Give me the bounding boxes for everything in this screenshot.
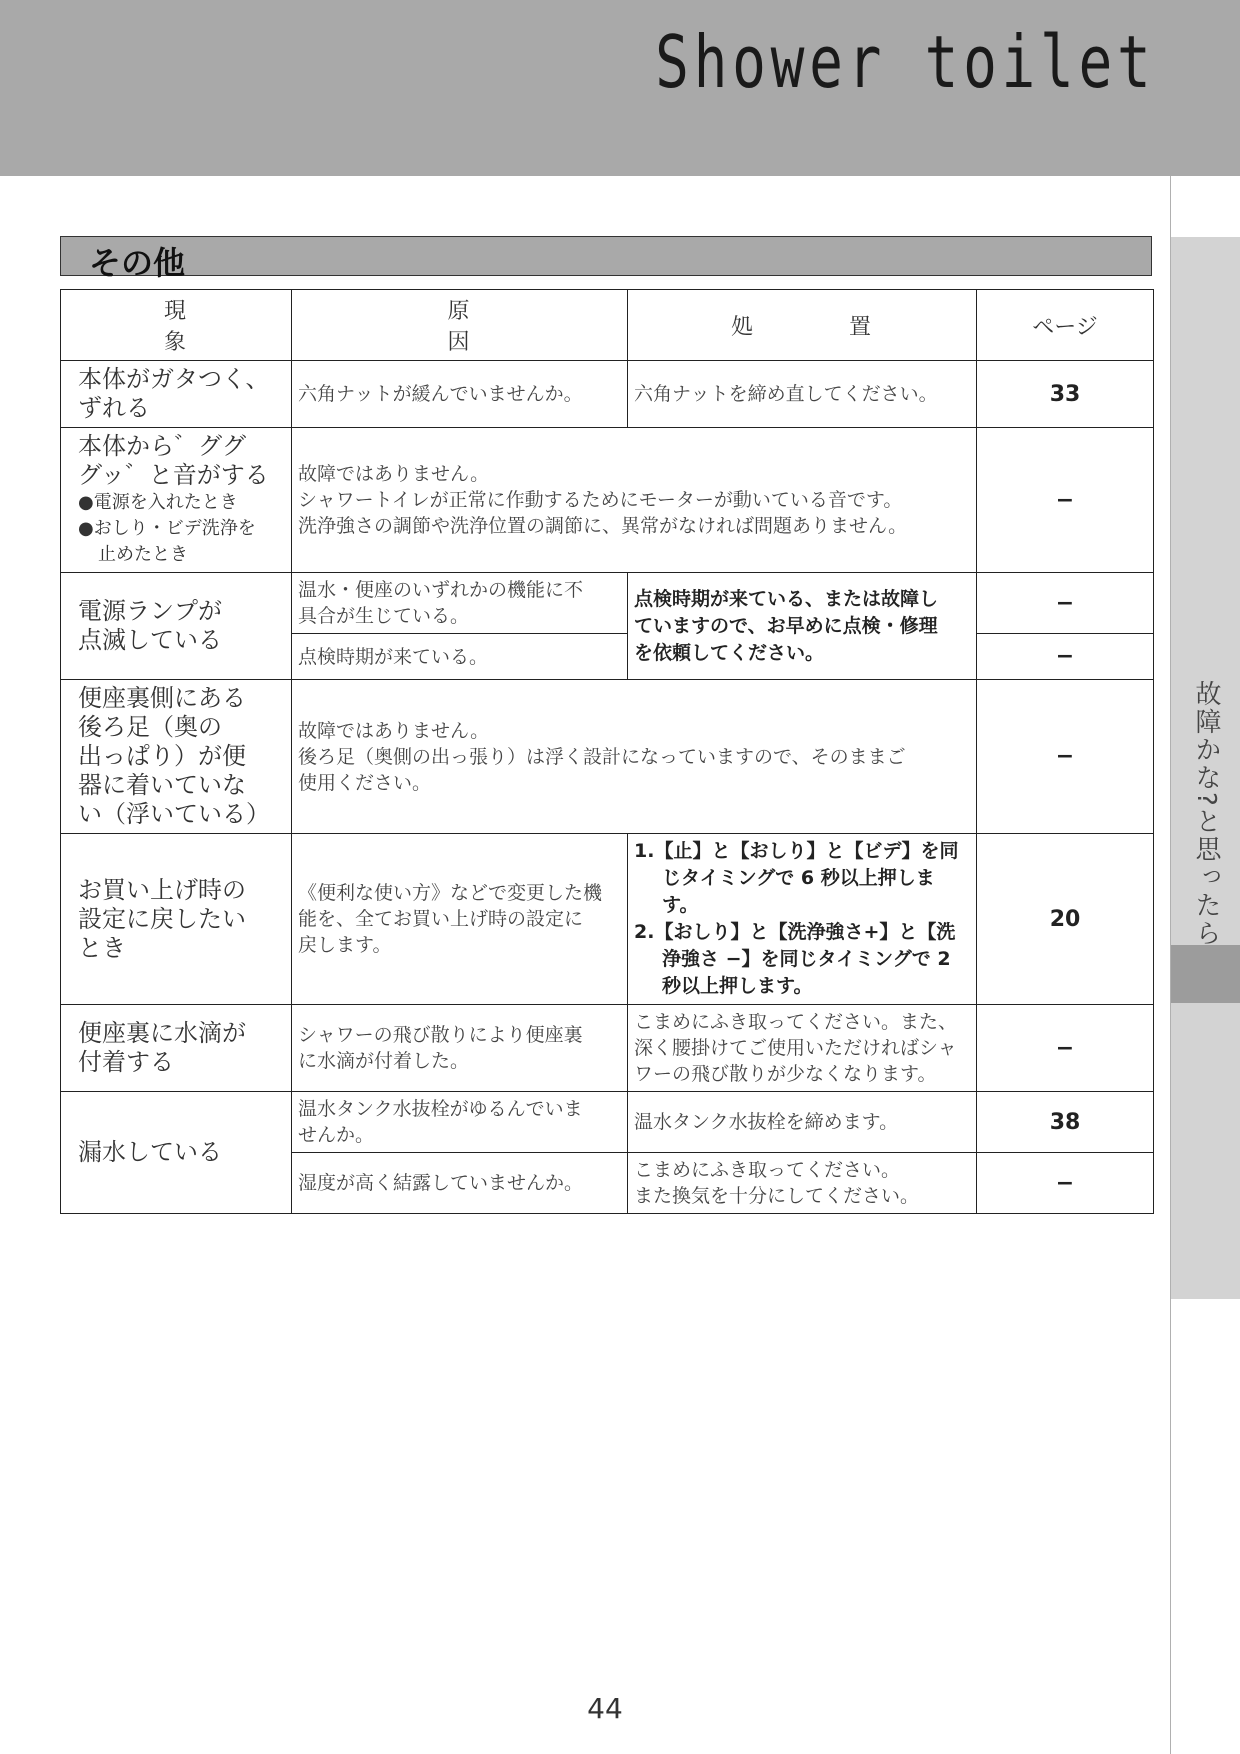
column-header-action: 処置 xyxy=(628,290,977,361)
chapter-tab-label: 故障かな?と思ったら xyxy=(1191,680,1221,948)
symptom-cell xyxy=(61,834,292,1005)
cause-cell: 点検時期が来ている。 xyxy=(292,634,628,680)
symptom-cell: 漏水している xyxy=(61,1092,292,1214)
action-cell: 六角ナットを締め直してください。 xyxy=(628,361,977,428)
symptom-line: 設定に戻したい xyxy=(78,904,246,933)
page-ref: − xyxy=(977,680,1154,834)
table-header-row xyxy=(61,290,1154,361)
symptom-note: ●電源を入れたとき xyxy=(78,492,238,513)
table-row xyxy=(61,428,1154,573)
page-ref: − xyxy=(977,634,1154,680)
cause-cell: 六角ナットが緩んでいませんか。 xyxy=(292,361,628,428)
cause-cell xyxy=(292,834,628,1005)
cause-line: せんか。 xyxy=(298,1124,375,1146)
page-ref: − xyxy=(977,573,1154,634)
cause-line: に水滴が付着した。 xyxy=(298,1050,470,1072)
page-ref: 20 xyxy=(977,834,1154,1005)
shower-toilet-logo: Shower toilet xyxy=(655,20,1156,104)
action-line: ていますので、お早めに点検・修理 xyxy=(634,614,938,637)
page-ref: 33 xyxy=(977,361,1154,428)
symptom-cell xyxy=(61,428,292,573)
page-number: 44 xyxy=(587,1692,623,1725)
section-title-bar xyxy=(60,236,1152,282)
symptom-line: 便座裏に水滴が xyxy=(78,1019,246,1047)
symptom-line: とき xyxy=(78,933,126,962)
cause-line: 温水タンク水抜栓がゆるんでいま xyxy=(298,1098,583,1120)
table-row xyxy=(61,834,1154,1005)
symptom-cell xyxy=(61,361,292,428)
column-header-cause: 原因 xyxy=(292,290,628,361)
column-header-page: ページ xyxy=(977,290,1154,361)
action-line: こまめにふき取ってください。また、 xyxy=(634,1011,958,1033)
explanation-cell xyxy=(292,680,977,834)
action-cell xyxy=(628,834,977,1005)
explanation-line: 使用ください。 xyxy=(298,771,432,794)
cause-cell xyxy=(292,1092,628,1153)
cause-line: 《便利な使い方》などで変更した機 xyxy=(298,882,603,904)
cause-line: 能を、全てお買い上げ時の設定に xyxy=(298,908,584,930)
symptom-cell xyxy=(61,1005,292,1092)
explanation-line: 洗浄強さの調節や洗浄位置の調節に、異常がなければ問題ありません。 xyxy=(298,515,908,537)
explanation-line: 故障ではありません。 xyxy=(298,719,490,742)
symptom-line: 本体から゛ググ xyxy=(78,432,246,460)
cause-cell xyxy=(292,1005,628,1092)
symptom-note: ●おしり・ビデ洗浄を xyxy=(78,518,256,539)
page-ref: 38 xyxy=(977,1092,1154,1153)
section-title: その他 xyxy=(89,244,186,282)
symptom-line: ずれる xyxy=(78,394,150,422)
cause-line: シャワーの飛び散りにより便座裏 xyxy=(298,1024,583,1046)
table-row xyxy=(61,1005,1154,1092)
action-cell xyxy=(628,1005,977,1092)
action-line: 深く腰掛けてご使用いただければシャ xyxy=(634,1037,957,1059)
action-line: こまめにふき取ってください。 xyxy=(634,1159,901,1181)
symptom-line: 電源ランプが xyxy=(78,597,222,625)
action-line: また換気を十分にしてください。 xyxy=(634,1185,920,1207)
cause-line: 温水・便座のいずれかの機能に不 xyxy=(298,579,584,601)
cause-cell: 湿度が高く結露していませんか。 xyxy=(292,1153,628,1214)
symptom-line: 付着する xyxy=(78,1048,174,1076)
symptom-cell xyxy=(61,680,292,834)
symptom-line: 便座裏側にある xyxy=(78,684,246,712)
symptom-line: 点滅している xyxy=(78,626,222,654)
symptom-line: 出っぱり）が便 xyxy=(78,742,246,770)
table-row xyxy=(61,1092,1154,1153)
symptom-line: 後ろ足（奥の xyxy=(78,713,222,741)
symptom-cell xyxy=(61,573,292,680)
header-band xyxy=(0,0,1240,176)
action-cell: 温水タンク水抜栓を締めます。 xyxy=(628,1092,977,1153)
explanation-line: 後ろ足（奥側の出っ張り）は浮く設計になっていますので、そのままご xyxy=(298,745,906,768)
troubleshooting-table xyxy=(60,289,1154,1214)
table-row xyxy=(61,573,1154,634)
page-ref: − xyxy=(977,428,1154,573)
table-row xyxy=(61,361,1154,428)
action-line: 点検時期が来ている、または故障し xyxy=(634,587,939,610)
page-ref: − xyxy=(977,1153,1154,1214)
action-step: 2.【おしり】と【洗浄強さ+】と【洗浄強さ −】を同じタイミングで 2 秒以上押します。 xyxy=(634,921,956,997)
symptom-note: 止めたとき xyxy=(98,544,188,565)
cause-line: 戻します。 xyxy=(298,934,392,956)
explanation-line: 故障ではありません。 xyxy=(298,463,490,485)
action-cell xyxy=(628,1153,977,1214)
explanation-cell xyxy=(292,428,977,573)
cause-line: 具合が生じている。 xyxy=(298,605,470,627)
explanation-line: シャワートイレが正常に作動するためにモーターが動いている音です。 xyxy=(298,489,903,511)
action-step: 1.【止】と【おしり】と【ビデ】を同じタイミングで 6 秒以上押します。 xyxy=(634,840,959,916)
chapter-tab-marker xyxy=(1171,945,1240,1003)
action-cell xyxy=(628,573,977,680)
column-header-symptom: 現象 xyxy=(61,290,292,361)
cause-cell xyxy=(292,573,628,634)
symptom-line: い（浮いている） xyxy=(78,800,270,828)
page-ref: − xyxy=(977,1005,1154,1092)
action-line: を依頼してください。 xyxy=(634,641,825,664)
symptom-line: 器に着いていな xyxy=(78,771,246,799)
table-row xyxy=(61,680,1154,834)
action-line: ワーの飛び散りが少なくなります。 xyxy=(634,1063,937,1085)
symptom-line: 本体がガタつく、 xyxy=(78,365,270,393)
symptom-line: グッ゛と音がする xyxy=(78,461,269,489)
symptom-line: お買い上げ時の xyxy=(78,875,246,904)
